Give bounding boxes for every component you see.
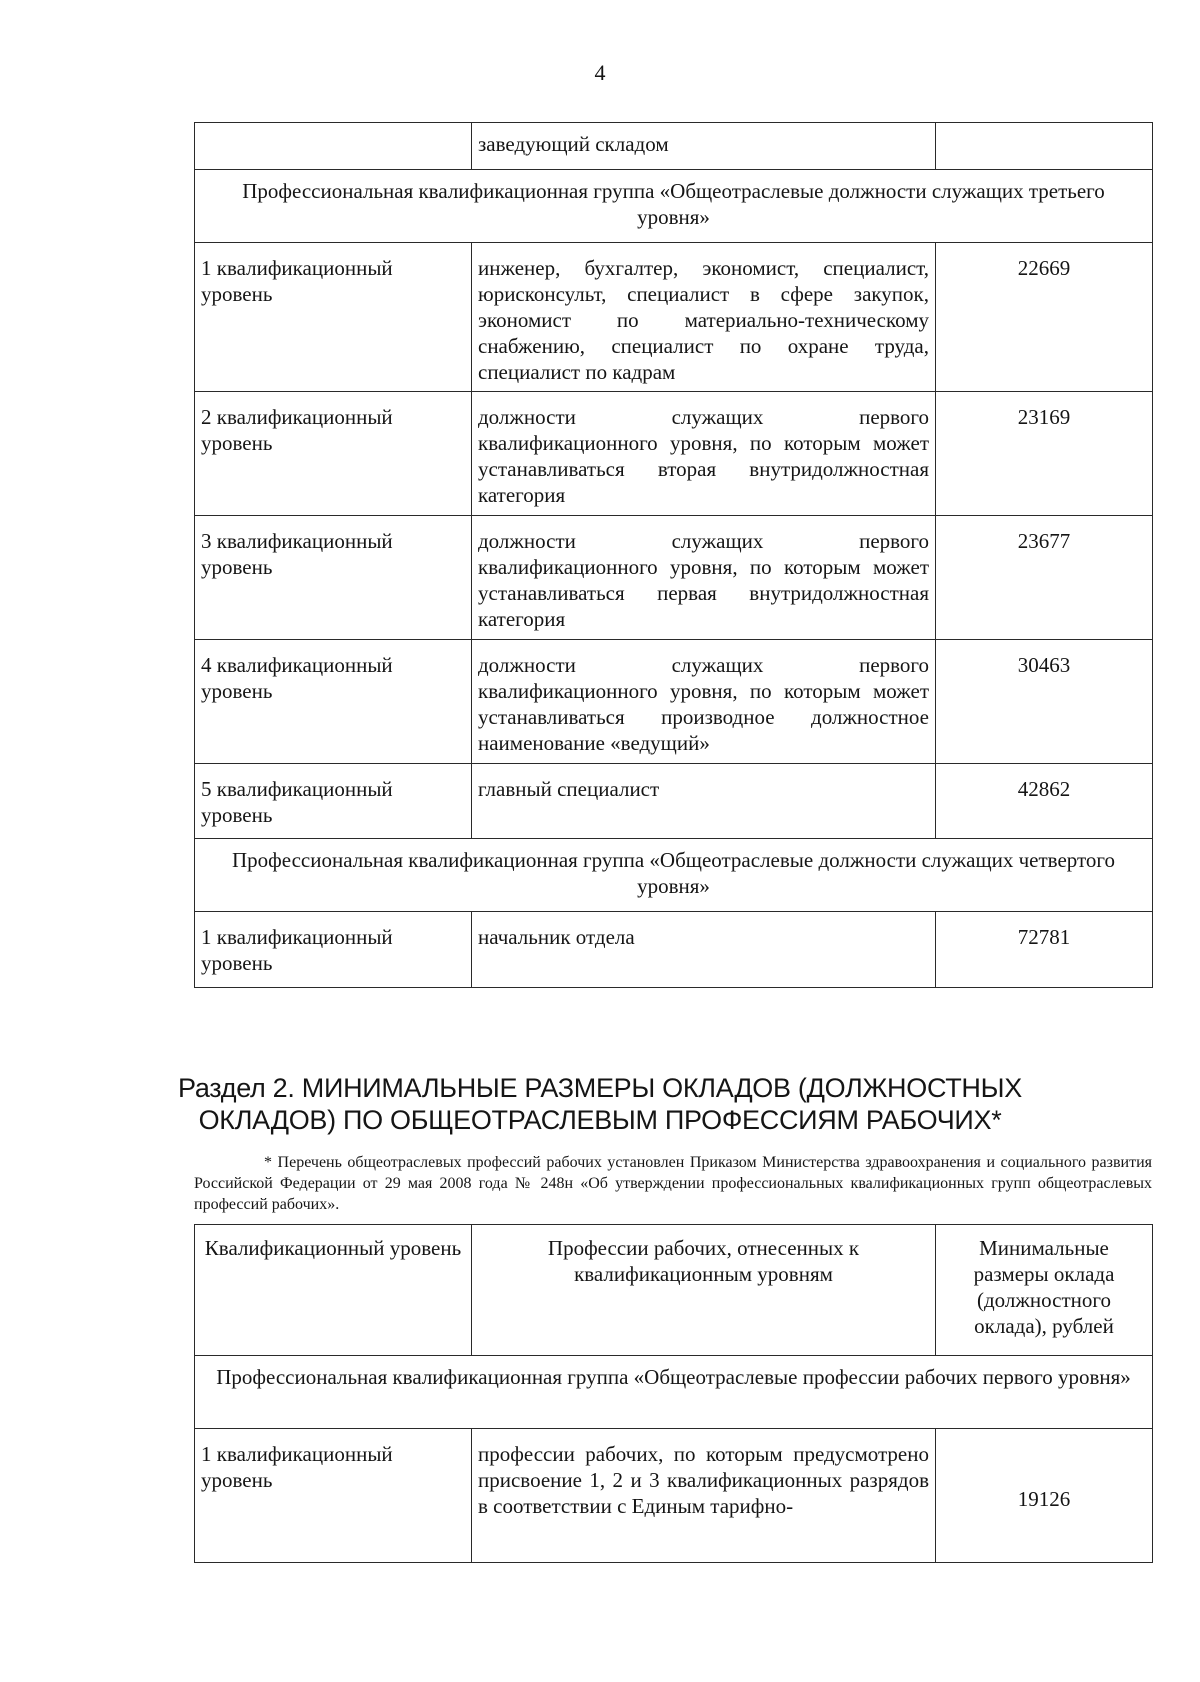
group-row — [195, 839, 1153, 912]
table-row — [195, 243, 1153, 392]
group-heading-workers-first-level: Профессиональная квалификационная группа «Общеотраслевые профессии рабочих первого уровня» — [195, 1356, 1153, 1429]
level-cell: 1 квалификационный уровень — [195, 1429, 472, 1563]
level-cell: 1 квалификационный уровень — [195, 912, 472, 988]
salary-cell: 23169 — [936, 392, 1153, 516]
salary-cell: 72781 — [936, 912, 1153, 988]
level-cell: 5 квалификационный уровень — [195, 764, 472, 839]
header-row — [195, 1225, 1153, 1356]
position-cell: должности служащих первого квалификационного уровня, по которым может устанавливаться первая внутридолжностная категория — [472, 516, 936, 640]
position-cell: заведующий складом — [472, 123, 936, 170]
salary-table-workers — [194, 1224, 1153, 1563]
salary-cell — [936, 123, 1153, 170]
salary-table-employees — [194, 122, 1153, 988]
profession-cell: профессии рабочих, по которым предусмотрено присвоение 1, 2 и 3 квалификационных разрядов в соответствии с Единым тарифно- — [472, 1429, 936, 1563]
table-row — [195, 123, 1153, 170]
group-heading-third-level: Профессиональная квалификационная группа «Общеотраслевые должности служащих третьего уровня» — [195, 170, 1153, 243]
position-cell: главный специалист — [472, 764, 936, 839]
salary-cell: 22669 — [936, 243, 1153, 392]
table-row — [195, 516, 1153, 640]
group-row — [195, 170, 1153, 243]
level-cell: 4 квалификационный уровень — [195, 640, 472, 764]
table-row — [195, 912, 1153, 988]
salary-cell: 30463 — [936, 640, 1153, 764]
level-cell: 2 квалификационный уровень — [195, 392, 472, 516]
footnote: * Перечень общеотраслевых профессий рабочих установлен Приказом Министерства здравоохранения и социального развития Российской Федерации от 29 мая 2008 года № 248н «Об утверждении профессиональных квалификационных групп общеотраслевых профессий рабочих». — [194, 1154, 1152, 1213]
level-cell: 3 квалификационный уровень — [195, 516, 472, 640]
section-title-line: ОКЛАДОВ) ПО ОБЩЕОТРАСЛЕВЫМ ПРОФЕССИЯМ РАБОЧИХ* — [198, 1105, 1002, 1135]
table-row — [195, 640, 1153, 764]
position-cell: должности служащих первого квалификационного уровня, по которым может устанавливаться вторая внутридолжностная категория — [472, 392, 936, 516]
table-row — [195, 392, 1153, 516]
position-cell: должности служащих первого квалификационного уровня, по которым может устанавливаться производное должностное наименование «ведущий» — [472, 640, 936, 764]
section-title — [0, 1072, 1200, 1136]
position-cell: начальник отдела — [472, 912, 936, 988]
header-professions: Профессии рабочих, отнесенных к квалификационным уровням — [472, 1225, 936, 1356]
table-row — [195, 764, 1153, 839]
group-row — [195, 1356, 1153, 1429]
salary-cell: 42862 — [936, 764, 1153, 839]
group-heading-fourth-level: Профессиональная квалификационная группа «Общеотраслевые должности служащих четвертого уровня» — [195, 839, 1153, 912]
salary-cell: 23677 — [936, 516, 1153, 640]
section-title-line: Раздел 2. МИНИМАЛЬНЫЕ РАЗМЕРЫ ОКЛАДОВ (ДОЛЖНОСТНЫХ — [178, 1073, 1022, 1103]
header-level: Квалификационный уровень — [195, 1225, 472, 1356]
salary-cell: 19126 — [936, 1429, 1153, 1563]
position-cell: инженер, бухгалтер, экономист, специалист, юрисконсульт, специалист в сфере закупок, экономист по материально-техническому снабжению, специалист по охране труда, специалист по кадрам — [472, 243, 936, 392]
header-salary: Минимальные размеры оклада (должностного оклада), рублей — [936, 1225, 1153, 1356]
level-cell — [195, 123, 472, 170]
page-number: 4 — [594, 60, 606, 85]
table-row — [195, 1429, 1153, 1563]
level-cell: 1 квалификационный уровень — [195, 243, 472, 392]
